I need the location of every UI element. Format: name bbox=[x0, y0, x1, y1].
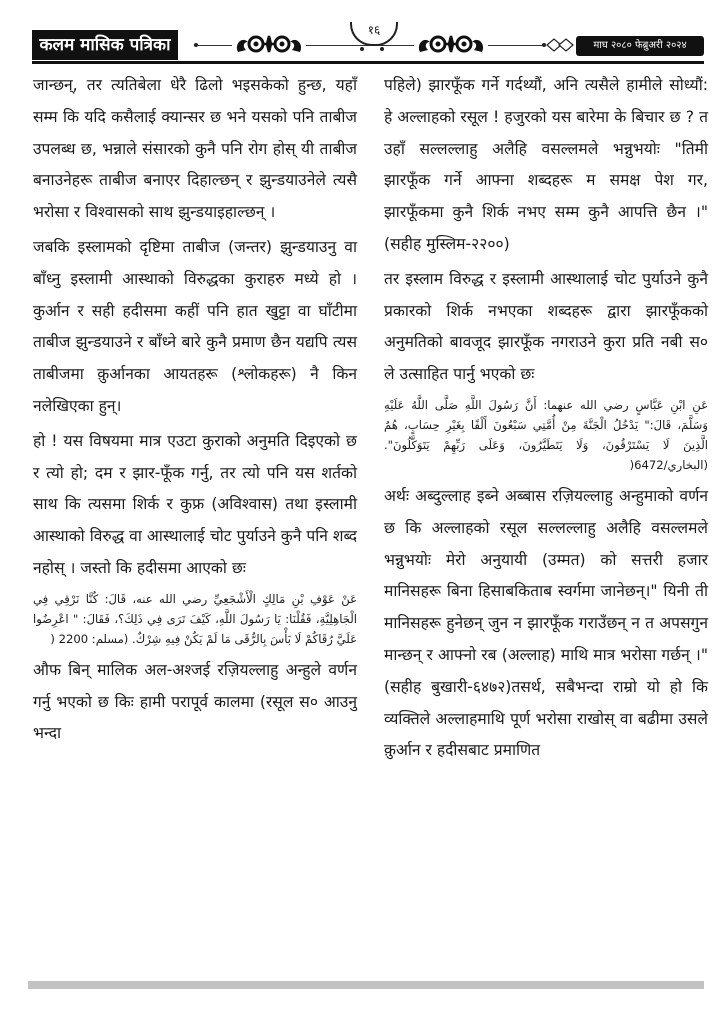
header-thick-rule bbox=[32, 61, 704, 64]
body-paragraph: जबकि इस्लामको दृष्टिमा ताबीज (जन्तर) झुन्डयाउनु वा बाँध्नु इस्लामी आस्थाको विरुद्धका कुराहरु मध्ये हो । कुर्आन र सही हदीसमा कहीं पनि हात खुट्टा वा घाँटीमा ताबीज झुन्डयाउने र बाँध्ने बारे कुनै प्रमाण छैन यद्यपि त्यस ताबीजमा क़ुर्आनका आयतहरू (श्लोकहरू) नै किन नलेखिएका हुन्। bbox=[33, 237, 357, 415]
footer-bar bbox=[28, 981, 704, 989]
body-paragraph: पहिले) झारफूँक गर्ने गर्दथ्यौं, अनि त्यसैले हामीले सोध्यौं: हे अल्लाहको रसूल ! हजुरको यस बारेमा के बिचार छ ? त उहाँ सल्लल्लाहु अलैहि वसल्लमले भन्नुभयोः "तिमी झारफूँक गर्ने आफ्ना शब्दहरू म समक्ष पेश गर, झारफूँकमा कुनै शिर्क नभए सम्म कुनै आपत्ति छैन ।" (सहीह मुस्लिम-२२००) bbox=[384, 76, 708, 253]
magazine-title: कलम मासिक पत्रिका bbox=[32, 30, 178, 60]
page-header bbox=[32, 23, 704, 64]
body-paragraph: हो ! यस विषयमा मात्र एउटा कुराको अनुमति दिइएको छ र त्यो हो; दम र झार-फूँक गर्नु, तर त्यो पनि यस शर्तको साथ कि त्यसमा शिर्क र कुफ्र (अविश्वास) तथा इस्लामी आस्थाको विरुद्ध वा आस्थालाई चोट पुर्याउने कुनै पनि शब्द नहोस् । जस्तो कि हदीसमा आएको छः bbox=[33, 431, 357, 577]
body-paragraph: तर इस्लाम विरुद्ध र इस्लामी आस्थालाई चोट पुर्याउने कुनै प्रकारको शिर्क नभएका शब्दहरू द्वारा झारफूँकको अनुमतिको बावजूद झारफूँक नगराउने कुरा प्रति नबी स० ले उत्साहित पार्नु भएको छः bbox=[384, 269, 708, 384]
body-paragraph: जान्छन्, तर त्यतिबेला धेरै ढिलो भइसकेको हुन्छ, यहाँ सम्म कि यदि कसैलाई क्यान्सर छ भने यसको पनि ताबीज उपलब्ध छ, भन्नाले संसारको कुनै पनि रोग होस् यी ताबीज बनाउनेहरू ताबीज बनाएर दिहाल्छन् र झुन्डयाउनेले त्यसै भरोसा र विश्वासको साथ झुन्डयाइहाल्छन् । bbox=[33, 76, 357, 222]
body-paragraph: अर्थः अब्दुल्लाह इब्ने अब्बास रज़ियल्लाहु अन्हुमाको वर्णन छ कि अल्लाहको रसूल सल्लल्लाहु अलैहि वसल्लमले भन्नुभयोः मेरो अनुयायी (उम्मत) को सत्तरी हजार मानिसहरू बिना हिसाबकिताब स्वर्गमा जानेछन्।" यिनी ती मानिसहरू हुनेछन् जुन न झारफूँक गराउँछन् न त अपसगुन मान्छन् र आफ्नो रब (अल्लाह) माथि मात्र भरोसा गर्छन् ।" (सहीह बुखारी-६४७२)तसर्थ, सबैभन्दा राम्रो यो हो कि व्यक्तिले अल्लाहमाथि पूर्ण भरोसा राखोस् वा बढीमा उसले क़ुर्आन र हदीसबाट प्रमाणित bbox=[384, 486, 708, 760]
arabic-hadith-quote: عَنْ عَوْفِ بْنِ مَالِكٍ الْأَشْجَعِيِّ رضي الله عنه، قَالَ: كُنَّا نَرْقِي فِي الْجَاهِلِيَّةِ، فَقُلْنَا: يَا رَسُولَ اللَّهِ، كَيْفَ تَرَى فِي ذَلِكَ؟، فَقَالَ: " اعْرِضُوا عَلَيَّ رُقَاكُمْ لَا بَأْسَ بِالرُّقَى مَا لَمْ يَكُنْ فِيهِ شِرْكٌ. (مسلم: 2200 ( bbox=[33, 591, 357, 646]
left-flourish-ornament bbox=[232, 32, 306, 58]
right-flourish-ornament bbox=[414, 32, 488, 58]
issue-date: माघ २०८० फेब्रुअरी २०२४ bbox=[576, 36, 704, 56]
right-column bbox=[384, 70, 708, 767]
body-paragraph: औफ बिन् मालिक अल-अश्जई रज़ियल्लाहु अन्हुले वर्णन गर्नु भएको छ किः हामी परापूर्व कालमा (रसूल स० आउनु भन्दा bbox=[33, 660, 357, 743]
left-column bbox=[33, 70, 357, 750]
rule-dot bbox=[360, 47, 364, 51]
rule-dot bbox=[380, 47, 384, 51]
diamond-ornament bbox=[542, 36, 578, 54]
arabic-hadith-quote: عَنِ ابْنِ عَبَّاسٍ رضي الله عنهما: أَنَّ رَسُولَ اللَّهِ صَلَّى اللَّهُ عَلَيْهِ وَسَلَّمَ، قَالَ:" يَدْخُلُ الْجَنَّةَ مِنْ أُمَّتِي سَبْعُونَ أَلْفًا بِغَيْرِ حِسَابٍ، هُمُ الَّذِينَ لَا يَسْتَرْقُونَ، وَلَا يَتَطَيَّرُونَ، وَعَلَى رَبِّهِمْ يَتَوَكَّلُونَ". (البخاري/6472( bbox=[384, 397, 708, 472]
rule-dot bbox=[194, 43, 198, 47]
page-number: १६ bbox=[350, 22, 398, 46]
